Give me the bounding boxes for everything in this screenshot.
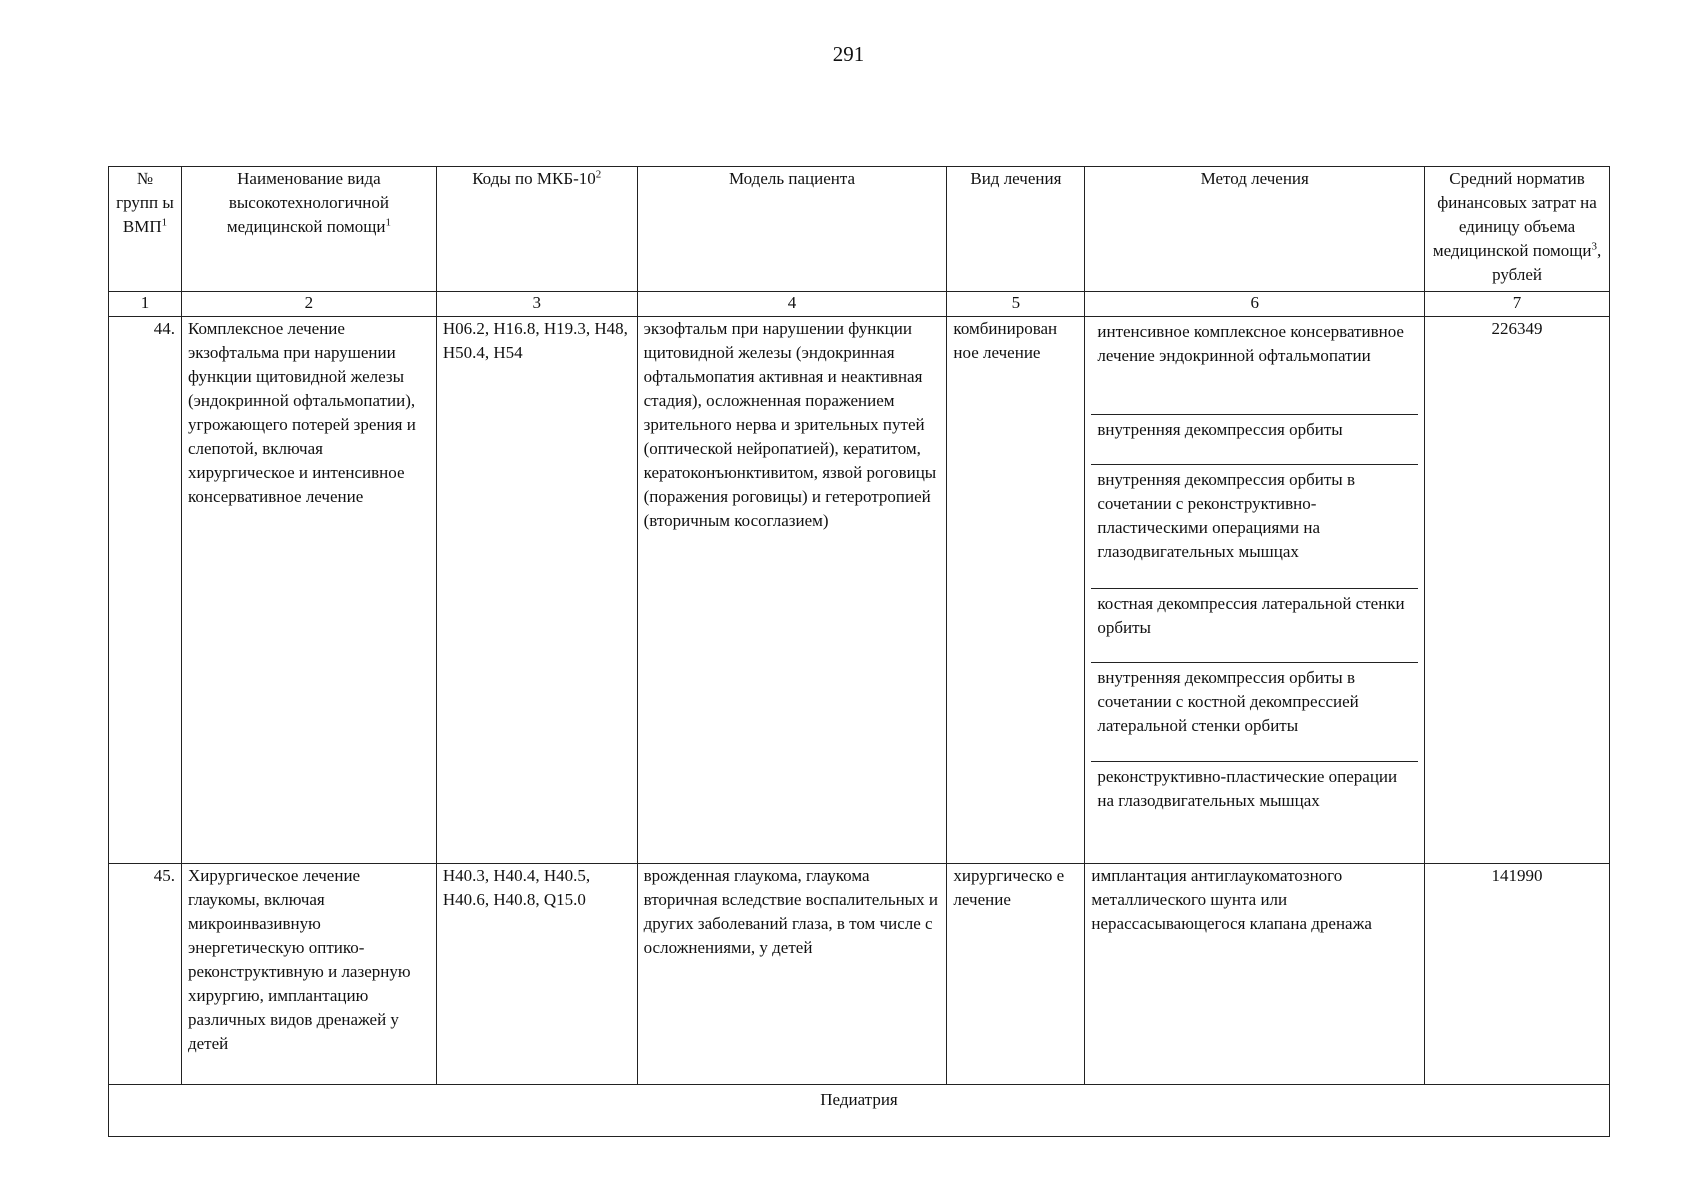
column-number: 7 (1425, 292, 1610, 317)
table-row (109, 864, 1610, 1085)
header-icd-codes: Коды по МКБ-$10^2$ (436, 167, 637, 292)
column-number: 2 (181, 292, 436, 317)
header-treatment-method: Метод лечения (1085, 167, 1425, 292)
table-row (109, 317, 1610, 864)
icd-codes: H06.2, H16.8, H19.3, H48, H50.4, H54 (436, 317, 637, 864)
column-number: 3 (436, 292, 637, 317)
treatment-method: внутренняя декомпрессия орбиты (1091, 415, 1418, 465)
header-care-type-name: Наименование вида высокотехнологичной медицинской помощи$^1$ (181, 167, 436, 292)
group-number: 44. (109, 317, 182, 864)
vmp-table (108, 166, 1610, 1137)
cost-value: 226349 (1425, 317, 1610, 864)
care-type-name: Хирургическое лечение глаукомы, включая микроинвазивную энергетическую оптико-реконструктивную и лазерную хирургию, имплантацию различных видов дренажей у детей (181, 864, 436, 1085)
treatment-type: комбинирован ное лечение (947, 317, 1085, 864)
patient-model: врожденная глаукома, глаукома вторичная вследствие воспалительных и других заболеваний глаза, в том числе с осложнениями, у детей (637, 864, 947, 1085)
column-number: 4 (637, 292, 947, 317)
treatment-method: внутренняя декомпрессия орбиты в сочетании с костной декомпрессией латеральной стенки орбиты (1091, 663, 1418, 762)
header-patient-model: Модель пациента (637, 167, 947, 292)
section-row (109, 1085, 1610, 1137)
column-number-row (109, 292, 1610, 317)
header-row (109, 167, 1610, 292)
header-cost-standard: Средний норматив финансовых затрат на единицу объема медицинской помощи$^3$, рублей (1425, 167, 1610, 292)
cost-value: 141990 (1425, 864, 1610, 1085)
patient-model: экзофтальм при нарушении функции щитовидной железы (эндокринная офтальмопатия активная и неактивная стадия), осложненная поражением зрительного нерва и зрительных путей (оптической нейропатией), кератитом, кератоконъюнктивитом, язвой роговицы (поражения роговицы) и гетеротропией (вторичным косоглазием) (637, 317, 947, 864)
column-number: 6 (1085, 292, 1425, 317)
header-group-number: № групп ы ВМП$^1$ (109, 167, 182, 292)
column-number: 5 (947, 292, 1085, 317)
treatment-methods (1085, 317, 1425, 864)
treatment-method: реконструктивно-пластические операции на глазодвигательных мышцах (1097, 767, 1398, 810)
treatment-method: внутренняя декомпрессия орбиты в сочетании с реконструктивно-пластическими операциями на глазодвигательных мышцах (1091, 465, 1418, 589)
section-title: Педиатрия (109, 1085, 1610, 1137)
treatment-method: имплантация антиглаукоматозного металлического шунта или нерассасывающегося клапана дренажа (1085, 864, 1425, 1085)
treatment-method: костная декомпрессия латеральной стенки орбиты (1091, 589, 1418, 663)
icd-codes: H40.3, H40.4, H40.5, H40.6, H40.8, Q15.0 (436, 864, 637, 1085)
care-type-name: Комплексное лечение экзофтальма при нарушении функции щитовидной железы (эндокринной офтальмопатии), угрожающего потерей зрения и слепотой, включая хирургическое и интенсивное консервативное лечение (181, 317, 436, 864)
column-number: 1 (109, 292, 182, 317)
treatment-method: интенсивное комплексное консервативное лечение эндокринной офтальмопатии (1091, 317, 1418, 415)
treatment-type: хирургическо е лечение (947, 864, 1085, 1085)
page-number: 291 (832, 42, 865, 66)
header-treatment-type: Вид лечения (947, 167, 1085, 292)
group-number: 45. (109, 864, 182, 1085)
